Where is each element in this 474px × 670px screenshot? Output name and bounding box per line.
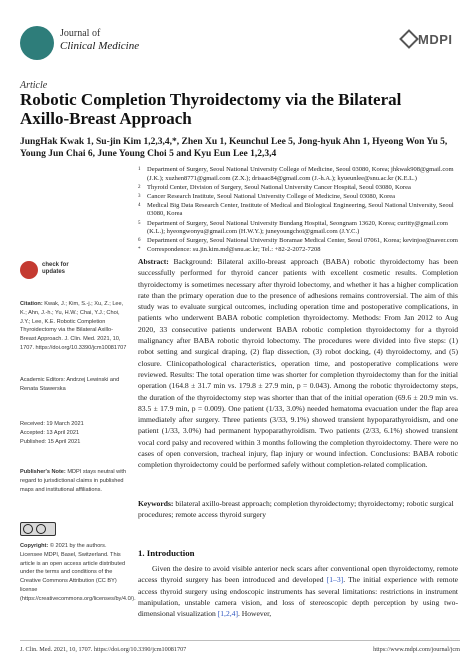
- mdpi-logo-icon: [399, 29, 419, 49]
- affiliation-text: Department of Surgery, Seoul National University College of Medicine, Seoul 03080, Korea; jhkwak908@gmail.com (J.K.); xuzhen8771@gmail.com (Z.X.); drisaac84@gmail.com (J.-h.A.); kyueunlee@snu.ac.kr (K.E.L.): [147, 166, 454, 182]
- updates-label: [42, 262, 69, 276]
- updates-icon: [20, 261, 38, 279]
- article-title: Robotic Completion Thyroidectomy via the Bilateral Axillo-Breast Approach: [20, 90, 402, 128]
- citation-label: Citation:: [20, 301, 43, 307]
- affiliation-item: [138, 237, 458, 246]
- abstract: [138, 256, 458, 471]
- citation-block: [20, 300, 128, 353]
- affiliations: [138, 166, 458, 255]
- cc-license-badge[interactable]: [20, 522, 56, 536]
- publisher-note-text: MDPI stays neutral with regard to jurisdictional claims in published maps and institutional affiliations.: [20, 469, 127, 493]
- affiliation-mark: 4: [138, 202, 141, 208]
- affiliation-mark: 2: [138, 184, 141, 190]
- citation-link[interactable]: [1–3]: [326, 575, 344, 585]
- affiliation-mark: 5: [138, 220, 141, 226]
- publisher-logo: [402, 30, 454, 50]
- dates-block: [20, 420, 128, 446]
- keywords-text: bilateral axillo-breast approach; completion thyroidectomy; thyroidectomy; robotic surgical procedures; remote access thyroid surgery: [138, 499, 454, 520]
- cc-icon: [23, 524, 33, 534]
- published-date: Published: 15 April 2021: [20, 438, 81, 445]
- citation-link[interactable]: [1,2,4]: [217, 609, 238, 619]
- footer-divider: [20, 640, 460, 641]
- affiliation-mark: 1: [138, 167, 141, 172]
- intro-text: . However,: [237, 609, 272, 619]
- accepted-date: Accepted: 13 April 2021: [20, 429, 80, 436]
- journal-logo: [20, 26, 54, 60]
- affiliation-mark: 3: [138, 193, 141, 199]
- publisher-name: MDPI: [418, 32, 453, 47]
- affiliation-item: [138, 202, 458, 219]
- editors-label: Academic Editors:: [20, 377, 66, 383]
- editors-block: [20, 376, 128, 394]
- intro-text: . The initial experience with remote access thyroid surgery using endoscopic instruments has several limitations: restrictions in instrument manipulation, unstable camera vision, and loss of stereoscopic depth perception by using two-dimensional visualization: [138, 575, 458, 619]
- copyright-text: © 2021 by the authors. Licensee MDPI, Basel, Switzerland. This article is an open access article distributed under the terms and conditions of the Creative Commons Attribution (CC BY) license (https://creativecommons.org/licenses/by/4.0/).: [20, 543, 136, 602]
- by-icon: [36, 524, 46, 534]
- intro-text: Given the desire to avoid visible anterior neck scars after conventional open thyroidectomy, remote access thyroid surgery has been introduced and developed: [138, 564, 458, 585]
- publisher-note-label: Publisher's Note:: [20, 469, 66, 475]
- abstract-label: Abstract:: [138, 257, 169, 266]
- section-heading: 1. Introduction: [138, 548, 195, 558]
- affiliation-text: Department of Surgery, Seoul National University Boramae Medical Center, Seoul 07061, Korea; kevinjoe@naver.com: [147, 237, 458, 245]
- abstract-text: Background: Bilateral axillo-breast approach (BABA) robotic thyroidectomy has been successfully performed for thyroid cancer patients with excellent cosmetic results. Completion thyroidectomy is sometimes necessary after thyroid lobectomy, and whether it has a higher complication rate than the primary operation due to the presence of adhesions remains controversial. The aim of this study was to evaluate surgical outcomes, including operation time and postoperative complications, in patients who underwent BABA robotic completion thyroidectomy. Methods: From Jan 2012 to Aug 2020, 33 consecutive patients underwent BABA robotic completion thyroidectomy for a thyroid malignancy after BABA robotic thyroid lobectomy. The procedures were divided into five steps: (1) robot setting and surgical draping, (2) flap dissection, (3) robot docking, (4) thyroidectomy, and (5) closure. Clinicopathological characteristics, operation time, and postoperative complications were reviewed. Results: The total operation time was shorter for completion thyroidectomy than for the initial operation (164.8 ± 31.7 min vs. 179.8 ± 27.9 min, p = 0.043). Among the robotic thyroidectomy steps, the duration of the thyroidectomy step was shorter than that of the initial operation (69.6 ± 20.9 min vs. 83.5 ± 17.9 min, p = 0.009). One patient (1/33, 3.0%) needed hematoma evacuation under the flap area immediately after surgery. Three patients (3/33, 9.1%) showed transient hypoparathyroidism, and one patient (1/33, 3.0%) had permanent hypoparathyroidism. Two patients (2/33, 6.1%) showed transient vocal cord palsy and recovered within 3 months following the completion thyroidectomy. There were no cases of open conversion, tracheal injury, flap injury or wound infection. Conclusions: BABA robotic completion thyroidectomy could be performed safely without completion-related complication.: [138, 257, 459, 470]
- affiliation-item: [138, 184, 458, 193]
- affiliation-text: Cancer Research Institute, Seoul National University College of Medicine, Seoul 03080, Korea: [147, 192, 396, 200]
- author-list: JungHak Kwak 1, Su-jin Kim 1,2,3,4,*, Zhen Xu 1, Keunchul Lee 5, Jong-hyuk Ahn 1, Hyeong Won Yu 5, Young Jun Chai 6, June Young Choi 5 and Kyu Eun Lee 1,2,3,4: [20, 137, 448, 159]
- affiliation-item: [138, 220, 458, 237]
- publisher-note: [20, 468, 128, 494]
- article-type: Article: [20, 80, 48, 91]
- affiliation-item: [138, 193, 458, 202]
- editors-text: Andrzej Lewinski and Renata Stawerska: [20, 377, 120, 392]
- affiliation-mark: 6: [138, 238, 141, 244]
- updates-line2: updates: [42, 269, 66, 275]
- affiliation-text: Thyroid Center, Division of Surgery, Seoul National University Cancer Hospital, Seoul 03080, Korea: [147, 183, 411, 191]
- page-footer: [20, 646, 460, 653]
- check-for-updates-button[interactable]: [20, 260, 80, 282]
- journal-name-line1: Journal of: [60, 28, 101, 39]
- received-date: Received: 19 March 2021: [20, 421, 84, 427]
- keywords: [138, 498, 458, 521]
- updates-line1: check for: [42, 262, 69, 268]
- affiliation-text: Medical Big Data Research Center, Institute of Medical and Biological Engineering, Seoul National University, Seoul 03080, Korea: [147, 201, 454, 218]
- affiliation-text: Correspondence: su.jin.kim.md@snu.ac.kr; Tel.: +82-2-2072-7208: [147, 246, 321, 254]
- footer-journal-link[interactable]: https://www.mdpi.com/journal/jcm: [373, 646, 460, 653]
- keywords-label: Keywords:: [138, 499, 174, 508]
- copyright-label: Copyright:: [20, 543, 49, 549]
- introduction-paragraph: [138, 563, 458, 619]
- affiliation-text: Department of Surgery, Seoul National University Bundang Hospital, Seongnam 13620, Korea; curitty@gmail.com (K.L.); hyeongwonyu@gmail.com (H.W.Y.); juneyoungchoi@gmail.com (J.Y.C.): [147, 219, 448, 236]
- citation-text: Kwak, J.; Kim, S.-j.; Xu, Z.; Lee, K.; Ahn, J.-h.; Yu, H.W.; Chai, Y.J.; Choi, J.Y.; Lee, K.E. Robotic Completion Thyroidectomy via the Bilateral Axillo-Breast Approach. J. Clin. Med. 2021, 10, 1707. https://doi.org/10.3390/jcm10081707: [20, 301, 127, 351]
- journal-name-line2: Clinical Medicine: [60, 40, 140, 52]
- affiliation-mark: *: [138, 247, 141, 253]
- footer-citation: J. Clin. Med. 2021, 10, 1707. https://doi.org/10.3390/jcm10081707: [20, 646, 187, 653]
- affiliation-item: [138, 246, 458, 255]
- affiliation-item: [138, 166, 458, 183]
- copyright-block: [20, 542, 136, 604]
